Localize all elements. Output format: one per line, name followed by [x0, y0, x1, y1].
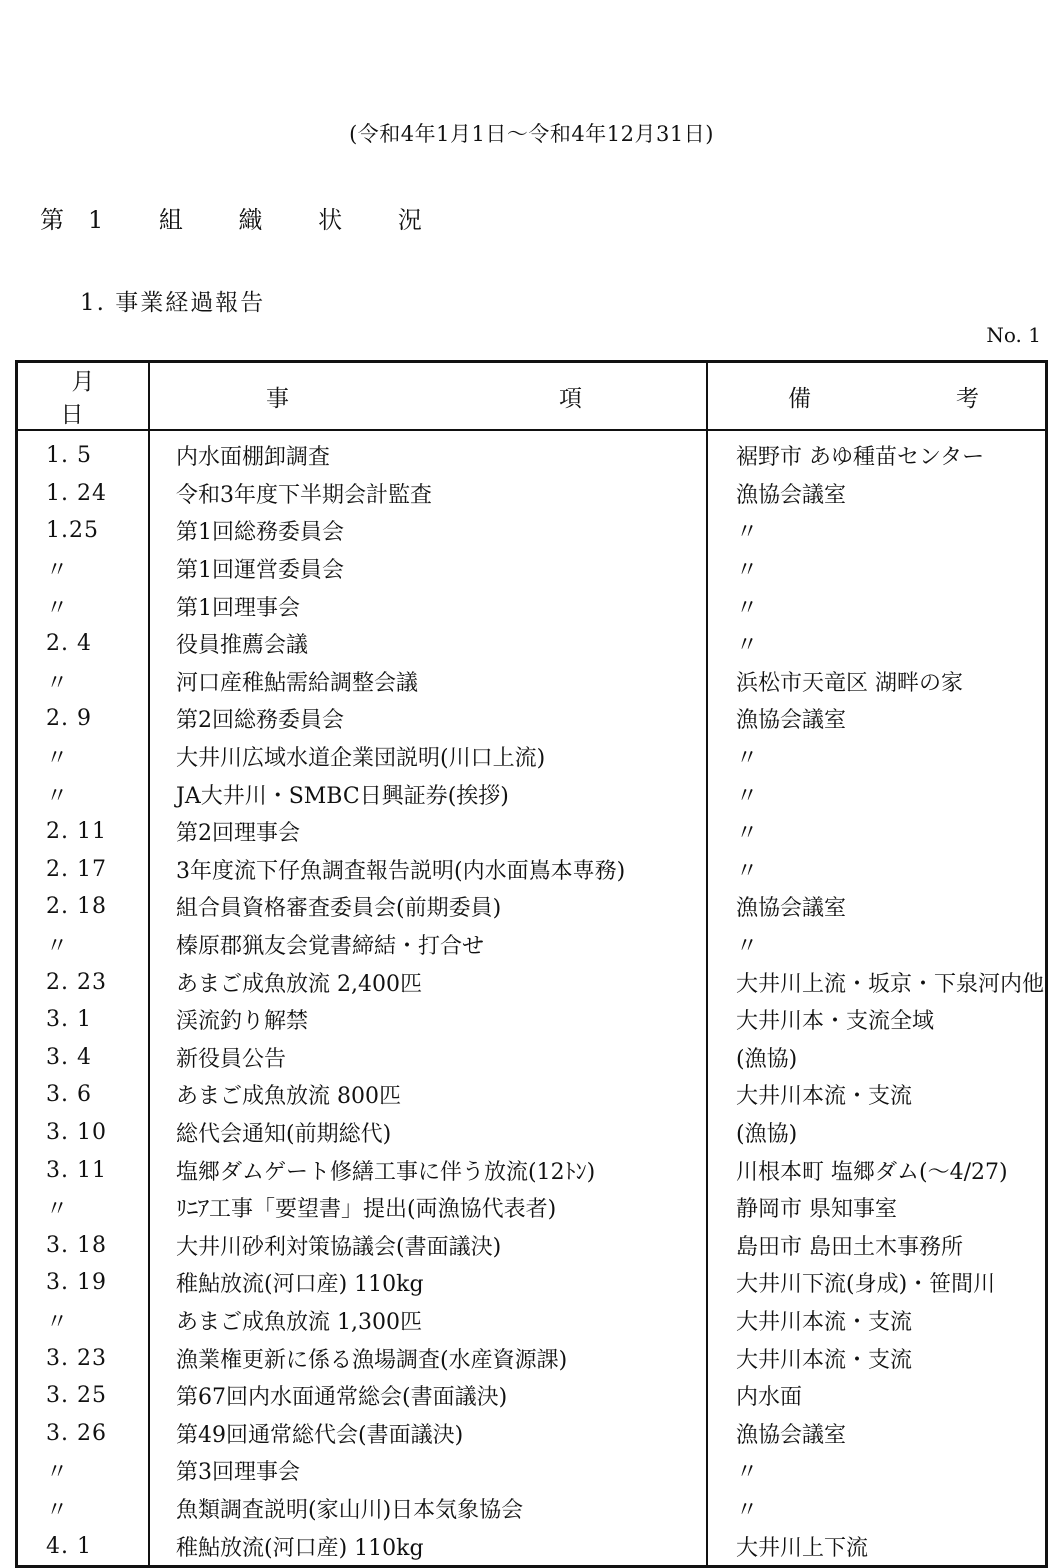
row-item: 第3回理事会	[149, 1452, 707, 1490]
table-row	[17, 1302, 1047, 1340]
row-note: 〃	[707, 738, 1047, 776]
table-row	[17, 1076, 1047, 1114]
row-note: (漁協)	[707, 1114, 1047, 1152]
row-item: あまご成魚放流 2,400匹	[149, 963, 707, 1001]
row-item: 第49回通常総代会(書面議決)	[149, 1414, 707, 1452]
row-date: 2. 11	[17, 813, 150, 851]
row-item: 第1回運営委員会	[149, 550, 707, 588]
row-date: 1. 5	[17, 430, 150, 475]
table-row	[17, 550, 1047, 588]
row-date: 3. 23	[17, 1339, 150, 1377]
row-note: 大井川下流(身成)・笹間川	[707, 1264, 1047, 1302]
table-row	[17, 813, 1047, 851]
row-item: 令和3年度下半期会計監査	[149, 475, 707, 513]
row-note: 裾野市 あゆ種苗センター	[707, 430, 1047, 475]
page-number: No. 1	[986, 323, 1041, 347]
table-row	[17, 587, 1047, 625]
row-date: 2. 9	[17, 700, 150, 738]
activity-log-table	[15, 360, 1048, 1568]
row-date: 2. 18	[17, 888, 150, 926]
row-date: 3. 18	[17, 1226, 150, 1264]
row-date: 2. 4	[17, 625, 150, 663]
row-note: 大井川本流・支流	[707, 1076, 1047, 1114]
row-item: 内水面棚卸調査	[149, 430, 707, 475]
table-row	[17, 663, 1047, 701]
row-item: 第1回理事会	[149, 587, 707, 625]
row-date: 1.25	[17, 512, 150, 550]
row-note: 〃	[707, 587, 1047, 625]
row-date: 2. 17	[17, 851, 150, 889]
row-note: 〃	[707, 813, 1047, 851]
row-note: 〃	[707, 1490, 1047, 1528]
row-date: 3. 1	[17, 1001, 150, 1039]
row-item: 河口産稚鮎需給調整会議	[149, 663, 707, 701]
table-row	[17, 1039, 1047, 1077]
row-item: 第67回内水面通常総会(書面議決)	[149, 1377, 707, 1415]
table-row	[17, 1226, 1047, 1264]
row-note: 浜松市天竜区 湖畔の家	[707, 663, 1047, 701]
row-item: 組合員資格審査委員会(前期委員)	[149, 888, 707, 926]
row-item: 第2回総務委員会	[149, 700, 707, 738]
table-row	[17, 1151, 1047, 1189]
table-row	[17, 700, 1047, 738]
header-item-right: 項	[559, 385, 582, 412]
row-note: (漁協)	[707, 1039, 1047, 1077]
row-date: 3. 11	[17, 1151, 150, 1189]
table-row	[17, 512, 1047, 550]
table-body	[17, 430, 1047, 1566]
row-note: 大井川本・支流全域	[707, 1001, 1047, 1039]
row-note: 漁協会議室	[707, 475, 1047, 513]
row-date: 〃	[17, 1490, 150, 1528]
row-item: 第1回総務委員会	[149, 512, 707, 550]
row-note: 〃	[707, 775, 1047, 813]
table-row	[17, 1377, 1047, 1415]
table-row	[17, 963, 1047, 1001]
report-period: (令和4年1月1日～令和4年12月31日)	[349, 122, 714, 146]
row-item: 稚鮎放流(河口産) 110kg	[149, 1527, 707, 1566]
row-item: 稚鮎放流(河口産) 110kg	[149, 1264, 707, 1302]
row-item: 3年度流下仔魚調査報告説明(内水面嶌本専務)	[149, 851, 707, 889]
row-note: 大井川上下流	[707, 1527, 1047, 1566]
row-date: 3. 25	[17, 1377, 150, 1415]
row-item: JA大井川・SMBC日興証券(挨拶)	[149, 775, 707, 813]
row-note: 漁協会議室	[707, 1414, 1047, 1452]
row-item: 漁業権更新に係る漁場調査(水産資源課)	[149, 1339, 707, 1377]
table-row	[17, 888, 1047, 926]
row-note: 大井川本流・支流	[707, 1339, 1047, 1377]
table-row	[17, 1414, 1047, 1452]
row-item: 大井川砂利対策協議会(書面議決)	[149, 1226, 707, 1264]
table-row	[17, 475, 1047, 513]
table-row	[17, 775, 1047, 813]
row-item: 新役員公告	[149, 1039, 707, 1077]
row-date: 3. 10	[17, 1114, 150, 1152]
table-row	[17, 1527, 1047, 1566]
table-row	[17, 1452, 1047, 1490]
row-note: 〃	[707, 550, 1047, 588]
table-row	[17, 851, 1047, 889]
header-date: 月 日	[17, 362, 150, 431]
row-date: 3. 4	[17, 1039, 150, 1077]
table-row	[17, 1001, 1047, 1039]
row-note: 川根本町 塩郷ダム(～4/27)	[707, 1151, 1047, 1189]
row-note: 〃	[707, 625, 1047, 663]
row-date: 〃	[17, 587, 150, 625]
row-date: 〃	[17, 663, 150, 701]
table-row	[17, 1189, 1047, 1227]
row-date: 4. 1	[17, 1527, 150, 1566]
table-row	[17, 926, 1047, 964]
table-row	[17, 1264, 1047, 1302]
table-row	[17, 625, 1047, 663]
row-date: 2. 23	[17, 963, 150, 1001]
row-item: あまご成魚放流 800匹	[149, 1076, 707, 1114]
header-item-left: 事	[266, 385, 289, 412]
row-note: 島田市 島田土木事務所	[707, 1226, 1047, 1264]
row-item: 総代会通知(前期総代)	[149, 1114, 707, 1152]
subsection-title: 1. 事業経過報告	[80, 290, 266, 316]
row-date: 3. 6	[17, 1076, 150, 1114]
row-note: 〃	[707, 926, 1047, 964]
row-note: 大井川上流・坂京・下泉河内他	[707, 963, 1047, 1001]
row-date: 〃	[17, 775, 150, 813]
row-item: ﾘﾆｱ工事「要望書」提出(両漁協代表者)	[149, 1189, 707, 1227]
row-note: 漁協会議室	[707, 888, 1047, 926]
row-note: 〃	[707, 851, 1047, 889]
row-item: あまご成魚放流 1,300匹	[149, 1302, 707, 1340]
row-date: 〃	[17, 738, 150, 776]
row-note: 漁協会議室	[707, 700, 1047, 738]
row-date: 〃	[17, 1302, 150, 1340]
row-note: 〃	[707, 1452, 1047, 1490]
row-item: 大井川広域水道企業団説明(川口上流)	[149, 738, 707, 776]
row-note: 大井川本流・支流	[707, 1302, 1047, 1340]
table-row	[17, 1490, 1047, 1528]
table-row	[17, 738, 1047, 776]
row-note: 内水面	[707, 1377, 1047, 1415]
table-row	[17, 1114, 1047, 1152]
row-item: 渓流釣り解禁	[149, 1001, 707, 1039]
header-item	[149, 362, 707, 431]
row-note: 静岡市 県知事室	[707, 1189, 1047, 1227]
table-header-row	[17, 362, 1047, 431]
row-item: 榛原郡猟友会覚書締結・打合せ	[149, 926, 707, 964]
row-date: 1. 24	[17, 475, 150, 513]
header-note	[707, 362, 1047, 431]
row-item: 塩郷ダムゲート修繕工事に伴う放流(12ﾄﾝ)	[149, 1151, 707, 1189]
header-note-left: 備	[788, 385, 811, 412]
section-title: 第1 組 織 状 況	[40, 206, 446, 234]
row-date: 3. 26	[17, 1414, 150, 1452]
row-date: 3. 19	[17, 1264, 150, 1302]
row-item: 役員推薦会議	[149, 625, 707, 663]
row-date: 〃	[17, 550, 150, 588]
header-note-right: 考	[956, 385, 979, 412]
row-date: 〃	[17, 1452, 150, 1490]
row-item: 魚類調査説明(家山川)日本気象協会	[149, 1490, 707, 1528]
row-date: 〃	[17, 1189, 150, 1227]
table-row	[17, 430, 1047, 475]
table-row	[17, 1339, 1047, 1377]
row-date: 〃	[17, 926, 150, 964]
row-note: 〃	[707, 512, 1047, 550]
row-item: 第2回理事会	[149, 813, 707, 851]
